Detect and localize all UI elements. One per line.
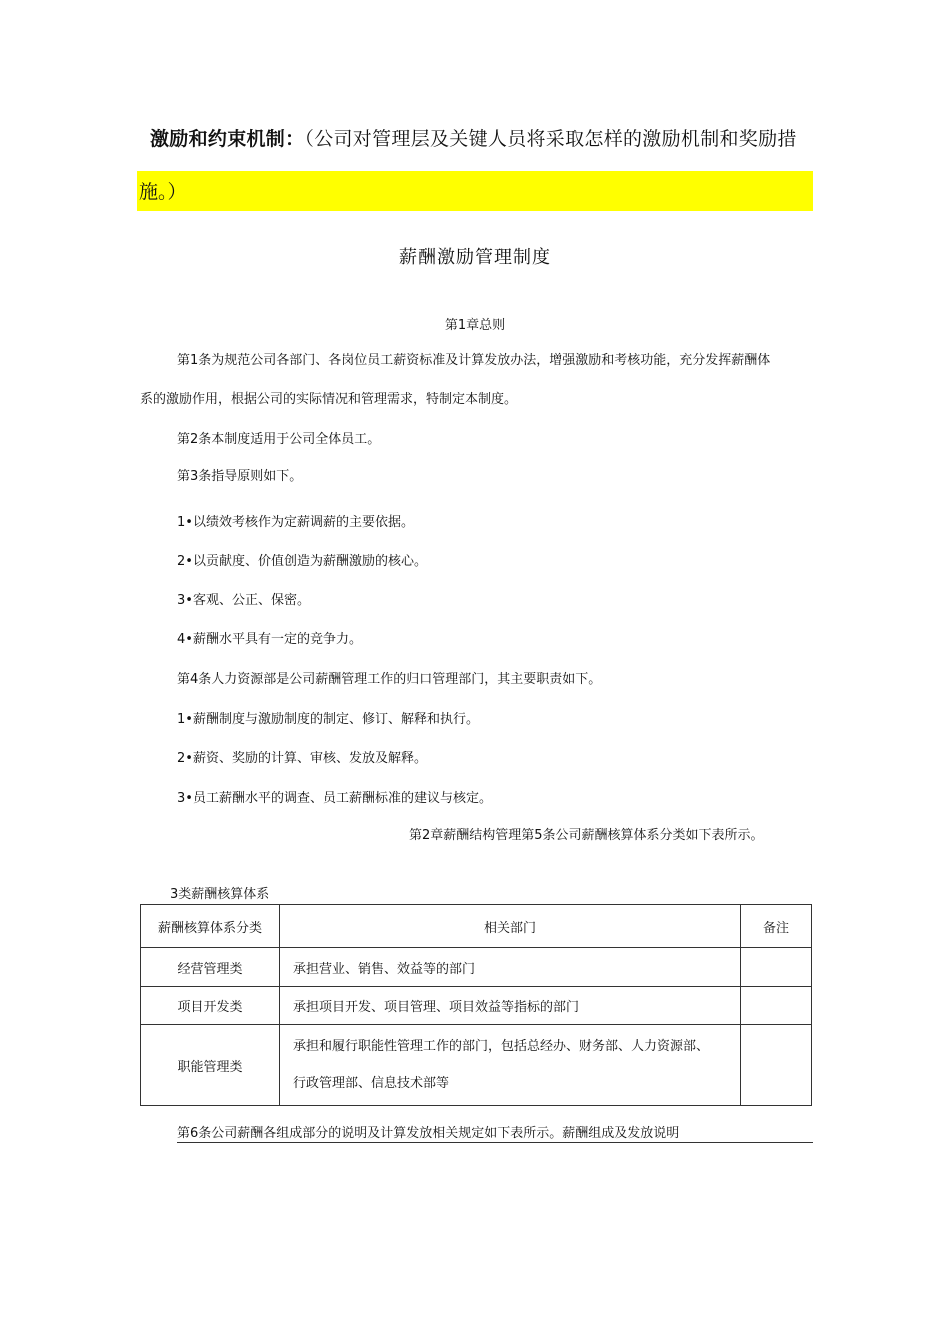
duty-2: 2•薪资、奖励的计算、审核、发放及解释。 — [177, 751, 427, 766]
table-header-row — [141, 905, 812, 948]
row-category: 职能管理类 — [141, 1025, 280, 1106]
article-1-line-1: 第1条为规范公司各部门、各岗位员工薪资标准及计算发放办法，增强激励和考核功能，充分发挥薪酬体 — [177, 353, 771, 368]
document-title: 薪酬激励管理制度 — [399, 247, 551, 268]
table-row — [141, 987, 812, 1025]
article-3: 第3条指导原则如下。 — [177, 469, 303, 484]
row-dept — [280, 1025, 741, 1106]
heading-question: （公司对管理层及关键人员将采取怎样的激励机制和奖励措 — [304, 128, 797, 150]
row-note — [741, 948, 812, 987]
row-dept-line-2: 行政管理部、信息技术部等 — [293, 1076, 450, 1091]
row-note — [741, 1025, 812, 1106]
header-category: 薪酬核算体系分类 — [141, 905, 280, 948]
principle-1: 1•以绩效考核作为定薪调薪的主要依据。 — [177, 515, 414, 530]
principle-4: 4•薪酬水平具有一定的竞争力。 — [177, 632, 362, 647]
chapter-1-heading: 第1章总则 — [444, 318, 506, 333]
header-dept: 相关部门 — [280, 905, 741, 948]
salary-system-table — [140, 904, 812, 1106]
principle-3: 3•客观、公正、保密。 — [177, 593, 310, 608]
header-note: 备注 — [741, 905, 812, 948]
heading-question-end: 施。） — [139, 181, 187, 203]
heading-bold: 激励和约束机制： — [150, 128, 305, 150]
article-1-line-2: 系的激励作用，根据公司的实际情况和管理需求，特制定本制度。 — [140, 392, 518, 407]
article-4: 第4条人力资源部是公司薪酬管理工作的归口管理部门，其主要职责如下。 — [177, 672, 602, 687]
row-note — [741, 987, 812, 1025]
principle-2: 2•以贡献度、价值创造为薪酬激励的核心。 — [177, 554, 427, 569]
table-row — [141, 1025, 812, 1106]
table-row — [141, 948, 812, 987]
heading-line-1 — [150, 124, 797, 151]
row-category: 项目开发类 — [141, 987, 280, 1025]
row-dept-line-1: 承担和履行职能性管理工作的部门，包括总经办、财务部、人力资源部、 — [293, 1039, 710, 1054]
highlight-bar — [137, 171, 813, 211]
duty-1: 1•薪酬制度与激励制度的制定、修订、解释和执行。 — [177, 712, 479, 727]
table-caption: 3类薪酬核算体系 — [170, 887, 270, 902]
row-dept: 承担营业、销售、效益等的部门 — [280, 948, 741, 987]
article-6: 第6条公司薪酬各组成部分的说明及计算发放相关规定如下表所示。薪酬组成及发放说明 — [177, 1126, 680, 1141]
row-category: 经营管理类 — [141, 948, 280, 987]
row-dept: 承担项目开发、项目管理、项目效益等指标的部门 — [280, 987, 741, 1025]
divider — [177, 1142, 813, 1143]
duty-3: 3•员工薪酬水平的调查、员工薪酬标准的建议与核定。 — [177, 791, 492, 806]
article-2: 第2条本制度适用于公司全体员工。 — [177, 432, 381, 447]
chapter-2-article-5: 第2章薪酬结构管理第5条公司薪酬核算体系分类如下表所示。 — [409, 828, 764, 843]
